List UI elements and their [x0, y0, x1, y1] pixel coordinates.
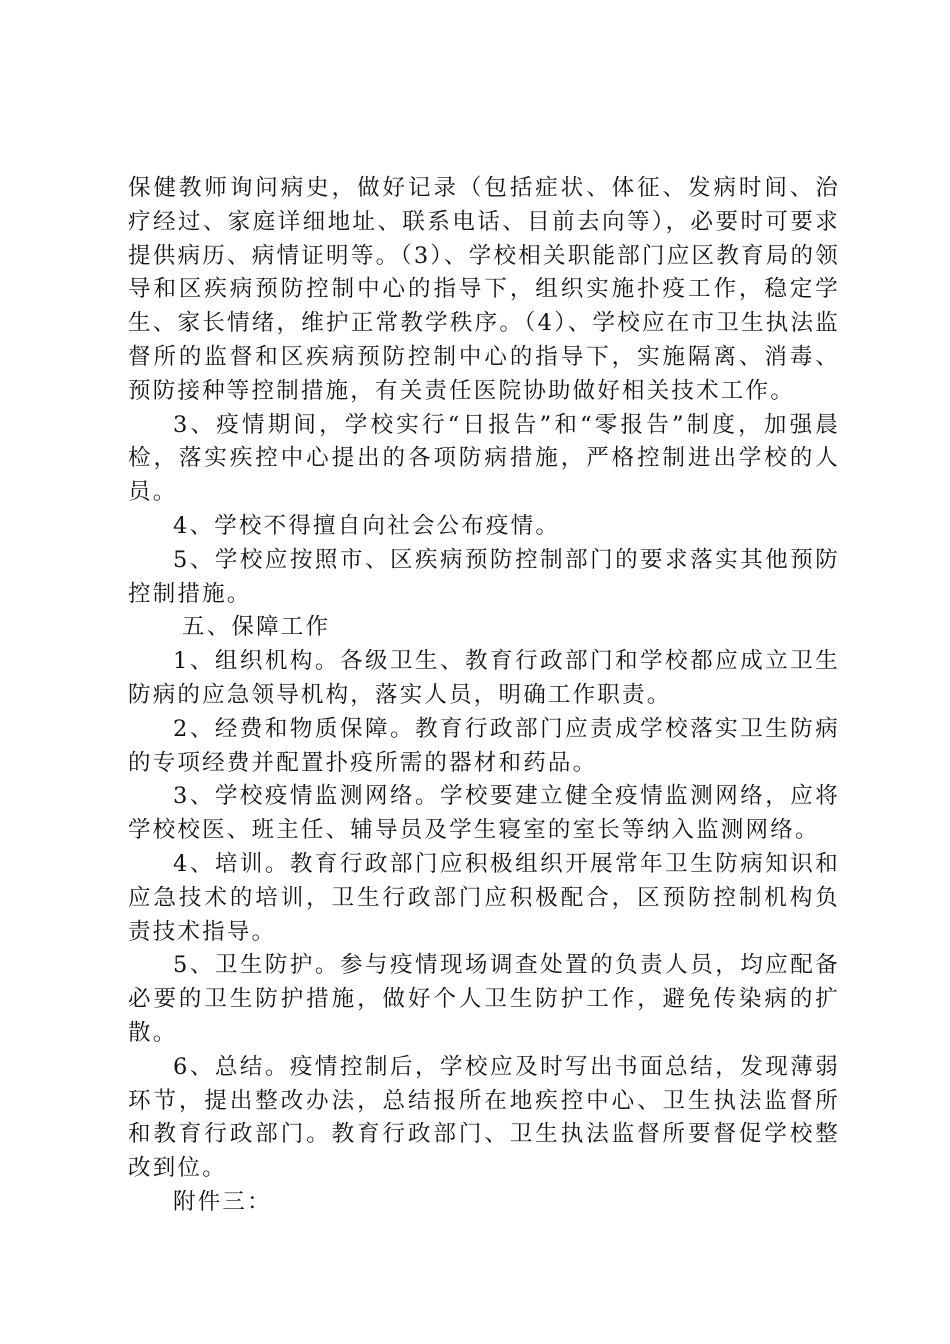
attachment-label: 附件三： [173, 1188, 272, 1215]
paragraph-item-4-no-disclosure: 4、学校不得擅自向社会公布疫情。 [173, 512, 561, 539]
paragraph-funding: 2、经费和物质保障。教育行政部门应责成学校落实卫生防病的专项经费并配置扑疫所需的器材和药品。 [128, 715, 840, 776]
section-heading-guarantee: 五、保障工作 [182, 614, 331, 641]
paragraph-training: 4、培训。教育行政部门应积极组织开展常年卫生防病知识和应急技术的培训，卫生行政部门应积极配合，区预防控制机构负责技术指导。 [128, 850, 840, 945]
paragraph-item-3-daily-report: 3、疫情期间，学校实行“日报告”和“零报告”制度，加强晨检，落实疾控中心提出的各项防病措施，严格控制进出学校的人员。 [128, 411, 840, 506]
paragraph-protection: 5、卫生防护。参与疫情现场调查处置的负责人员，均应配备必要的卫生防护措施，做好个人卫生防护工作，避免传染病的扩散。 [128, 952, 840, 1046]
paragraph-monitoring-network: 3、学校疫情监测网络。学校要建立健全疫情监测网络，应将学校校医、班主任、辅导员及学生寝室的室长等纳入监测网络。 [128, 783, 840, 844]
document-body [128, 172, 840, 1220]
paragraph-continuation: 保健教师询问病史，做好记录（包括症状、体征、发病时间、治疗经过、家庭详细地址、联系电话、目前去向等），必要时可要求提供病历、病情证明等。（3）、学校相关职能部门应区教育局的领导和区疾病预防控制中心的指导下，组织实施扑疫工作，稳定学生、家长情绪，维护正常教学秩序。（4）、学校应在市卫生执法监督所的监督和区疾病预防控制中心的指导下，实施隔离、消毒、预防接种等控制措施，有关责任医院协助做好相关技术工作。 [128, 175, 840, 404]
paragraph-organization: 1、组织机构。各级卫生、教育行政部门和学校都应成立卫生防病的应急领导机构，落实人员，明确工作职责。 [128, 648, 840, 708]
paragraph-item-5-other-measures: 5、学校应按照市、区疾病预防控制部门的要求落实其他预防控制措施。 [128, 546, 840, 607]
paragraph-summary: 6、总结。疫情控制后，学校应及时写出书面总结，发现薄弱环节，提出整改办法，总结报所在地疾控中心、卫生执法监督所和教育行政部门。教育行政部门、卫生执法监督所要督促学校整改到位。 [128, 1053, 840, 1182]
